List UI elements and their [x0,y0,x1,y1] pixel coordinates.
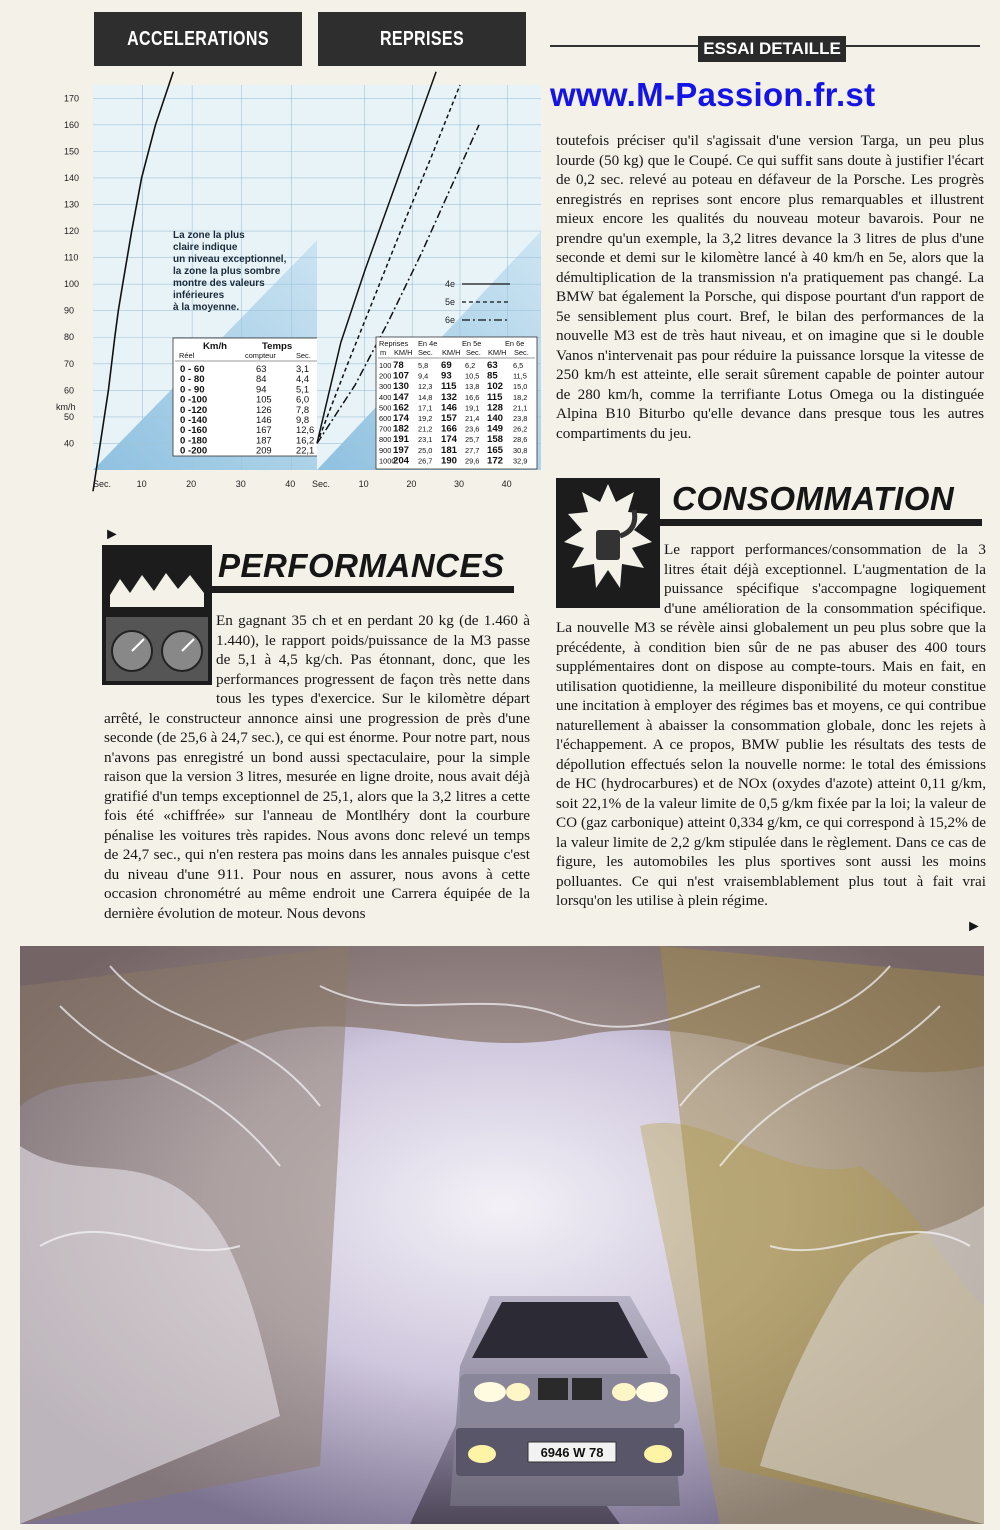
reprises-row-cell: 23,6 [465,424,480,434]
accel-y-tick-label: 170 [64,93,80,104]
band-note-line: à la moyenne. [173,302,240,313]
reprises-row-cell: 9,4 [418,371,429,381]
band-note-line: inférieures [173,290,225,301]
reprises-row-cell: 17,1 [418,403,433,413]
accel-row-range: 0 -120 [180,404,208,416]
accel-y-tick-label: 130 [64,199,80,210]
reprises-row-cell: 15,0 [513,382,528,392]
reprises-row-cell: 85 [487,370,498,382]
reprises-row-cell: 128 [487,402,504,414]
band-note-line: un niveau exceptionnel, [173,254,287,265]
header-rule-left [550,45,698,47]
reprises-row-cell: 149 [487,423,504,435]
performances-title-bar [212,586,514,593]
reprises-row-cell: 12,3 [418,382,433,392]
reprises-row-cell: 23,8 [513,414,528,423]
reprises-row-cell: 115 [487,391,503,403]
car-photo-illustration [20,946,984,1524]
reprises-row-cell: 102 [487,381,504,393]
reprises-row-cell: 147 [393,391,410,403]
accel-y-tick-label: 60 [64,385,75,396]
accel-row-range: 0 -100 [180,394,208,406]
reprises-row-cell: 300 [379,382,392,392]
reprises-row-cell: 14,8 [418,392,433,402]
tab-accelerations-label: ACCELERATIONS [94,12,302,66]
right-top-paragraph: toutefois préciser qu'il s'agissait d'une version Targa, un peu plus lourde (50 kg) que le Coupé. Ce qui suffit sans doute à justifier l'écart de 0,2 sec. relevé au poteau en défaveur de la Porsche. Les progrès enregistrés en reprises sont encore plus remarquables et illustrent mieux encore les qualités du nouveau moteur bavarois. Pour ne prendre qu'un exemple, la 3,2 litres devance la 3 litres de plus d'une seconde et demi sur le kilomètre lancé à 40 km/h en 5e, alors que la démultiplication de la transmission n'a pratiquement pas changé. La BMW bat également la Porsche, qui dispose pourtant d'un rapport de 5e sensiblement plus court. Bref, le bilan des performances de la nouvelle M3 est de très haut niveau, et on imagine que si le double Vanos n'intervenait pas pour réduire la puissance lorsque la vitesse de 250 km/h est atteinte, elle serait sûrement capable de pointer autour de 280 km/h, comme la terrifiante Lotus Omega ou la distinguée Alpina B10 Biturbo qu'elle devance dans presque tous les autres compartiments du jeu. [556,132,984,442]
accel-x-tick-label: 30 [235,479,246,489]
accel-row-range: 0 -180 [180,435,208,447]
accel-row-time: 5,1 [296,383,310,395]
reprises-row-cell: 63 [487,360,498,371]
reprises-row-cell: 166 [441,423,458,435]
reprises-x-unit: Sec. [312,479,331,489]
reprises-row-cell: 29,6 [465,456,480,466]
reprises-row-cell: 25,0 [418,445,433,455]
accel-row-counter: 94 [256,383,267,395]
accel-y-tick-label: 120 [64,226,80,237]
reprises-table [376,337,537,469]
accel-row-counter: 105 [256,393,272,405]
accel-row-range: 0 -160 [180,425,208,437]
reprises-sub-m: m [380,348,387,357]
accel-row-counter: 209 [256,444,272,456]
reprises-row-cell: 26,2 [513,424,528,434]
reprises-row-cell: 69 [441,360,452,371]
band-note-line: montre des valeurs [173,278,265,289]
accel-x-tick-label: 10 [136,479,147,489]
accel-row-counter: 126 [256,403,272,415]
accel-row-counter: 167 [256,424,272,436]
accel-row-range: 0 - 60 [180,364,205,375]
reprises-sub-sec4: Sec. [418,348,433,357]
legend-label-4e: 4e [445,279,456,289]
reprises-row-cell: 93 [441,370,452,382]
reprises-header-6e: En 6e [505,339,525,348]
reprises-x-tick-label: 30 [453,479,464,489]
tab-reprises-label: REPRISES [318,12,526,66]
accel-row-time: 16,2 [296,434,315,446]
accel-table-sub-sec: Sec. [296,351,311,360]
reprises-row-cell: 11,5 [513,371,527,381]
reprises-row-cell: 190 [441,455,458,467]
consommation-paragraph [556,540,986,911]
accel-chart [56,72,326,492]
accel-row-time: 3,1 [296,363,310,374]
reprises-chart [312,72,541,489]
reprises-row-cell: 600 [379,414,392,423]
reprises-row-cell: 32,9 [513,456,528,466]
reprises-row-cell: 19,1 [465,403,480,413]
accel-x-ticks [137,479,296,489]
reprises-sub-kmh6: KM/H [488,348,507,357]
accel-x-tick-label: 40 [285,479,296,489]
band-note-line: claire indique [173,242,238,253]
reprises-row-cell: 21,1 [513,403,528,413]
accel-y-tick-label: 70 [64,358,75,369]
reprises-x-ticks [359,479,512,489]
accel-y-tick-label: 110 [64,252,79,263]
reprises-row-cell: 132 [441,391,458,403]
reprises-row-cell: 400 [379,392,392,402]
section-arrow-icon: ► [104,526,120,543]
reprises-row-cell: 16,6 [465,392,480,402]
performances-text: En gagnant 35 ch et en perdant 20 kg (de 1.460 à 1.440), le rapport poids/puissance de la M3 passe de 5,1 à 4,5 kg/ch. Pas étonnant, donc, que les performances progressent de façon très nette dans tous les types d'exercice. Sur le kilomètre départ arrêté, le constructeur annonce ainsi une progression de près d'une seconde (de 25,6 à 24,7 sec.), ce qui est énorme. Pour notre part, nous n'avons pas enregistré un bond aussi spectaculaire, pour la simple raison que la version 3 litres, mesurée en ligne droite, nous avait déjà gratifié d'un temps exceptionnel de 25,1, alors que la 3,2 litres a cette fois été «chiffrée» sur l'anneau de Montlhéry dont la courbure pénalise les voitures très rapides. Nous avons donc relevé un temps de 24,7 sec., qui n'en restera pas moins dans les annales puisque c'est du niveau d'une 911. Pour nous en assurer, nous avons à cette occasion chronométré au même endroit une Carrera équipée de la dernière évolution de moteur. Nous devons [104,612,530,922]
reprises-row-cell: 115 [441,381,457,393]
accel-row-time: 6,0 [296,393,310,405]
reprises-row-cell: 500 [379,403,392,413]
reprises-row-cell: 21,2 [418,424,433,434]
accel-row-time: 12,6 [296,424,315,436]
essai-detaille-label: ESSAI DETAILLE [698,36,846,62]
accel-row-counter: 63 [256,363,267,374]
reprises-header-reprises: Reprises [379,339,409,348]
accel-table-sub-compteur: compteur [245,351,276,360]
reprises-row-cell: 165 [487,444,504,456]
header-tab-reprises [316,12,528,66]
site-url-watermark: www.M-Passion.fr.st [550,76,876,113]
reprises-row-cell: 100 [379,361,392,370]
reprises-sub-kmh4: KM/H [394,348,413,357]
accel-x-tick-label: 20 [186,479,197,489]
reprises-row-cell: 26,7 [418,456,433,466]
accel-row-time: 22,1 [296,444,315,456]
header-tab-accelerations [92,12,304,66]
reprises-row-cell: 174 [441,434,458,446]
reprises-x-tick-label: 10 [358,479,369,489]
car-photo [20,946,984,1524]
reprises-row-cell: 78 [393,360,404,371]
reprises-row-cell: 10,5 [465,371,480,381]
reprises-row-cell: 181 [441,444,458,456]
accel-row-range: 0 -140 [180,415,208,426]
reprises-header-5e: En 5e [462,339,482,348]
consommation-title-bar [660,519,982,526]
reprises-header-4e: En 4e [418,339,438,348]
accel-row-range: 0 - 90 [180,384,205,396]
accel-y-tick-label: 50 [64,411,75,422]
accel-row-range: 0 -200 [180,445,208,457]
consommation-text: Le rapport performances/consommation de la 3 litres était déjà exceptionnel. L'augmentation de la puissance spécifique s'accompagne logiquement d'une amélioration de la consommation spécifique. La nouvelle M3 se révèle ainsi globalement un peu plus sobre que la précédente, à condition bien sûr de ne pas abuser des 400 tours supplémentaires dont on dispose au compte-tours. Mais en fait, en utilisation quotidienne, la meilleure disponibilité du moteur constitue une incitation à employer des régimes bas et moyens, ce qui contribue naturellement à abaisser la consommation globale, donc les rejets à l'échappement. A ce propos, BMW publie les résultats des tests de dépollution effectués selon la nouvelle norme: le total des émissions de HC (hydrocarbures) et de NOx (oxydes d'azote) atteint 0,11 g/km, soit 22,1% de la valeur limite de 0,5 g/km fixée par la loi; la valeur de CO (gaz carbonique) atteint 0,334 g/km, ce qui correspond à 15,2% de la valeur limite de 2,2 g/km stipulée dans le règlement. Dans ce cas de figure, les automobiles les plus sportives sont aussi les moins polluantes. Ce qui n'est vraisemblablement plus tout à fait vrai lorsqu'on les utilise à plein régime. [556,541,986,909]
performances-paragraph [104,611,530,923]
reprises-x-tick-label: 40 [501,479,512,489]
reprises-row-cell: 30,8 [513,445,528,455]
accel-row-time: 4,4 [296,373,310,385]
license-plate: 6946 W 78 [540,1445,604,1460]
reprises-row-cell: 191 [393,434,410,446]
accel-y-unit: km/h [56,402,76,412]
accel-x-unit: Sec. [93,479,112,489]
reprises-row-cell: 1000 [379,456,396,466]
accel-table-header-temps: Temps [262,341,293,352]
reprises-row-cell: 174 [393,413,410,424]
accel-table [173,338,321,457]
reprises-row-cell: 27,7 [465,445,480,455]
accel-y-tick-label: 160 [64,119,80,130]
legend-label-5e: 5e [445,297,456,307]
charts-svg [50,70,545,495]
accel-y-ticks [64,93,79,448]
accel-row-time: 9,8 [296,414,310,425]
accel-table-sub-reel: Réel [179,351,195,360]
reprises-row-cell: 146 [441,402,458,414]
accel-row-counter: 146 [256,414,272,425]
reprises-row-cell: 800 [379,435,392,445]
reprises-row-cell: 182 [393,423,410,435]
consommation-text-wrap [556,540,664,616]
reprises-row-cell: 157 [441,413,458,424]
reprises-row-cell: 204 [393,455,410,467]
accel-row-counter: 84 [256,373,267,385]
reprises-row-cell: 6,2 [465,361,476,370]
accel-y-tick-label: 150 [64,146,80,157]
reprises-row-cell: 25,7 [465,435,480,445]
accel-y-tick-label: 140 [64,172,80,183]
accel-row-range: 0 - 80 [180,374,205,386]
reprises-row-cell: 900 [379,445,392,455]
reprises-row-cell: 162 [393,402,410,414]
reprises-row-cell: 6,5 [513,361,524,370]
band-note-line: La zone la plus [173,230,245,241]
reprises-row-cell: 172 [487,455,504,467]
reprises-row-cell: 130 [393,381,410,393]
legend-label-6e: 6e [445,315,456,325]
performances-title: PERFORMANCES [218,547,505,584]
reprises-row-cell: 140 [487,413,504,424]
reprises-row-cell: 197 [393,444,410,456]
accel-table-header-kmh: Km/h [203,341,227,352]
reprises-row-cell: 700 [379,424,392,434]
consommation-title: CONSOMMATION [672,480,955,517]
reprises-row-cell: 28,6 [513,435,528,445]
reprises-row-cell: 13,8 [465,382,480,392]
accel-row-time: 7,8 [296,403,310,415]
accel-y-tick-label: 80 [64,332,75,343]
reprises-row-cell: 18,2 [513,392,528,402]
reprises-row-cell: 107 [393,370,410,382]
accel-y-tick-label: 90 [64,305,75,316]
reprises-row-cell: 21,4 [465,414,480,423]
reprises-sub-kmh5: KM/H [442,348,461,357]
reprises-sub-sec5: Sec. [466,348,481,357]
accel-y-tick-label: 100 [64,279,80,290]
accel-y-tick-label: 40 [64,438,75,449]
reprises-row-cell: 23,1 [418,435,433,445]
band-note-line: la zone la plus sombre [173,266,281,277]
performances-text-wrap [104,611,216,691]
reprises-row-cell: 5,8 [418,361,429,370]
continue-arrow-icon: ► [966,918,982,935]
accel-row-counter: 187 [256,434,272,446]
reprises-row-cell: 200 [379,371,392,381]
reprises-row-cell: 158 [487,434,504,446]
reprises-x-tick-label: 20 [406,479,417,489]
reprises-sub-sec6: Sec. [514,348,529,357]
header-rule-right [846,45,980,47]
reprises-row-cell: 19,2 [418,414,433,423]
